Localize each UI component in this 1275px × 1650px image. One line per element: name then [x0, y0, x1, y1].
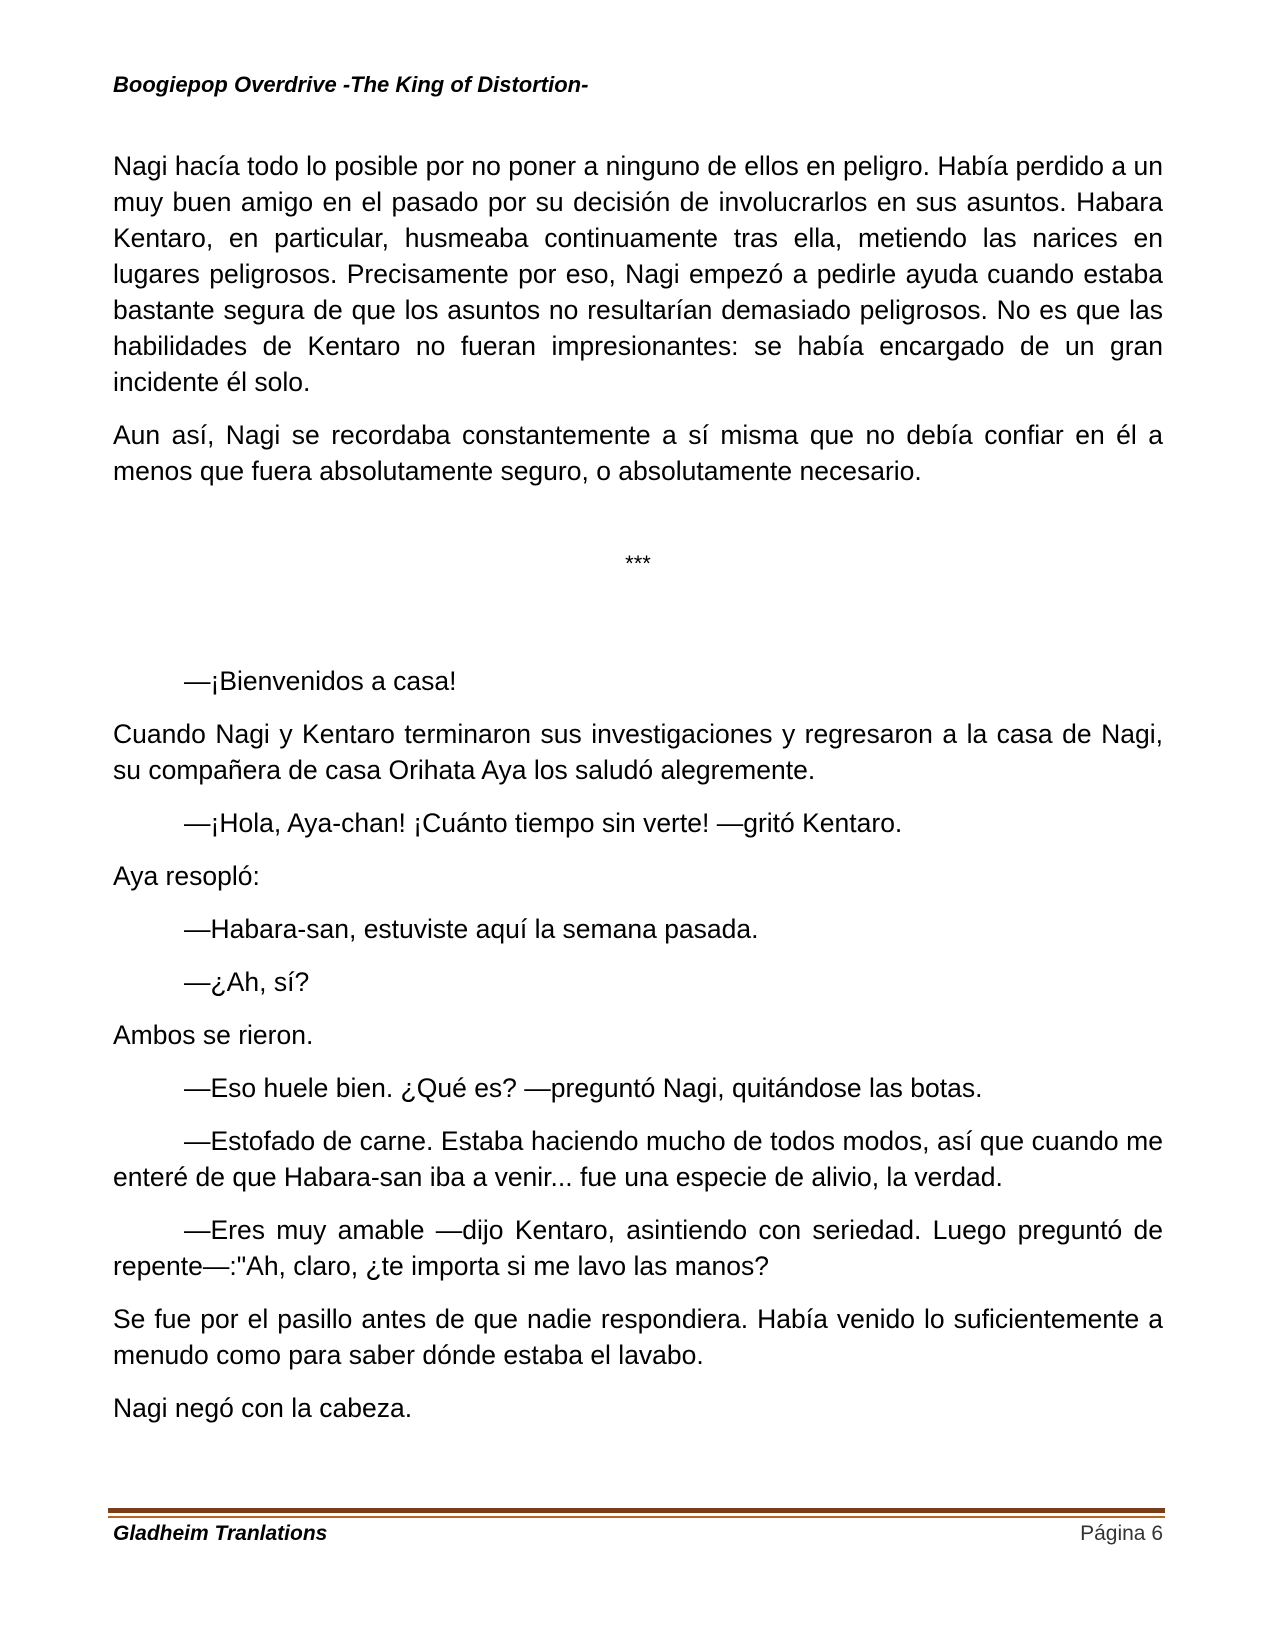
- body-paragraph: Aya resopló:: [113, 861, 260, 891]
- dialogue-paragraph: —¡Bienvenidos a casa!: [184, 666, 457, 696]
- dialogue-paragraph: —¿Ah, sí?: [184, 967, 310, 997]
- dialogue-paragraph: —Eres muy amable —dijo Kentaro, asintiendo con seriedad. Luego preguntó de repente—:"Ah, claro, ¿te importa si me lavo las manos?: [113, 1215, 1163, 1281]
- page-body: [113, 148, 1163, 1443]
- dialogue-paragraph: —Habara-san, estuviste aquí la semana pasada.: [184, 914, 759, 944]
- body-paragraph: Nagi negó con la cabeza.: [113, 1393, 413, 1423]
- page-number: 6: [1151, 1522, 1163, 1545]
- running-header-title: Boogiepop Overdrive -The King of Distortion-: [113, 72, 589, 97]
- page-label: Página: [1080, 1522, 1146, 1545]
- body-paragraph: Nagi hacía todo lo posible por no poner a ninguno de ellos en peligro. Había perdido a un muy buen amigo en el pasado por su decisión de involucrarlos en sus asuntos. Habara Kentaro, en particular, husmeaba continuamente tras ella, metiendo las narices en lugares peligrosos. Precisamente por eso, Nagi empezó a pedirle ayuda cuando estaba bastante segura de que los asuntos no resultarían demasiado peligrosos. No es que las habilidades de Kentaro no fueran impresionantes: se había encargado de un gran incidente él solo.: [113, 151, 1163, 397]
- body-paragraph: Cuando Nagi y Kentaro terminaron sus investigaciones y regresaron a la casa de Nagi, su compañera de casa Orihata Aya los saludó alegremente.: [113, 719, 1163, 785]
- dialogue-paragraph: —¡Hola, Aya-chan! ¡Cuánto tiempo sin verte! —gritó Kentaro.: [184, 808, 903, 838]
- dialogue-paragraph: —Estofado de carne. Estaba haciendo mucho de todos modos, así que cuando me enteré de que Habara-san iba a venir... fue una especie de alivio, la verdad.: [113, 1126, 1163, 1192]
- body-paragraph: Aun así, Nagi se recordaba constantemente a sí misma que no debía confiar en él a menos que fuera absolutamente seguro, o absolutamente necesario.: [113, 420, 1163, 486]
- footer-divider: [108, 1508, 1165, 1518]
- body-paragraph: Ambos se rieron.: [113, 1020, 314, 1050]
- footer-publisher: Gladheim Tranlations: [113, 1522, 328, 1545]
- scene-break: ***: [625, 551, 651, 576]
- body-paragraph: Se fue por el pasillo antes de que nadie respondiera. Había venido lo suficientemente a menudo como para saber dónde estaba el lavabo.: [113, 1304, 1163, 1370]
- footer-page-number: [1080, 1522, 1163, 1546]
- footer-divider-thick: [108, 1508, 1165, 1513]
- footer-divider-thin: [108, 1516, 1165, 1518]
- dialogue-paragraph: —Eso huele bien. ¿Qué es? —preguntó Nagi, quitándose las botas.: [184, 1073, 983, 1103]
